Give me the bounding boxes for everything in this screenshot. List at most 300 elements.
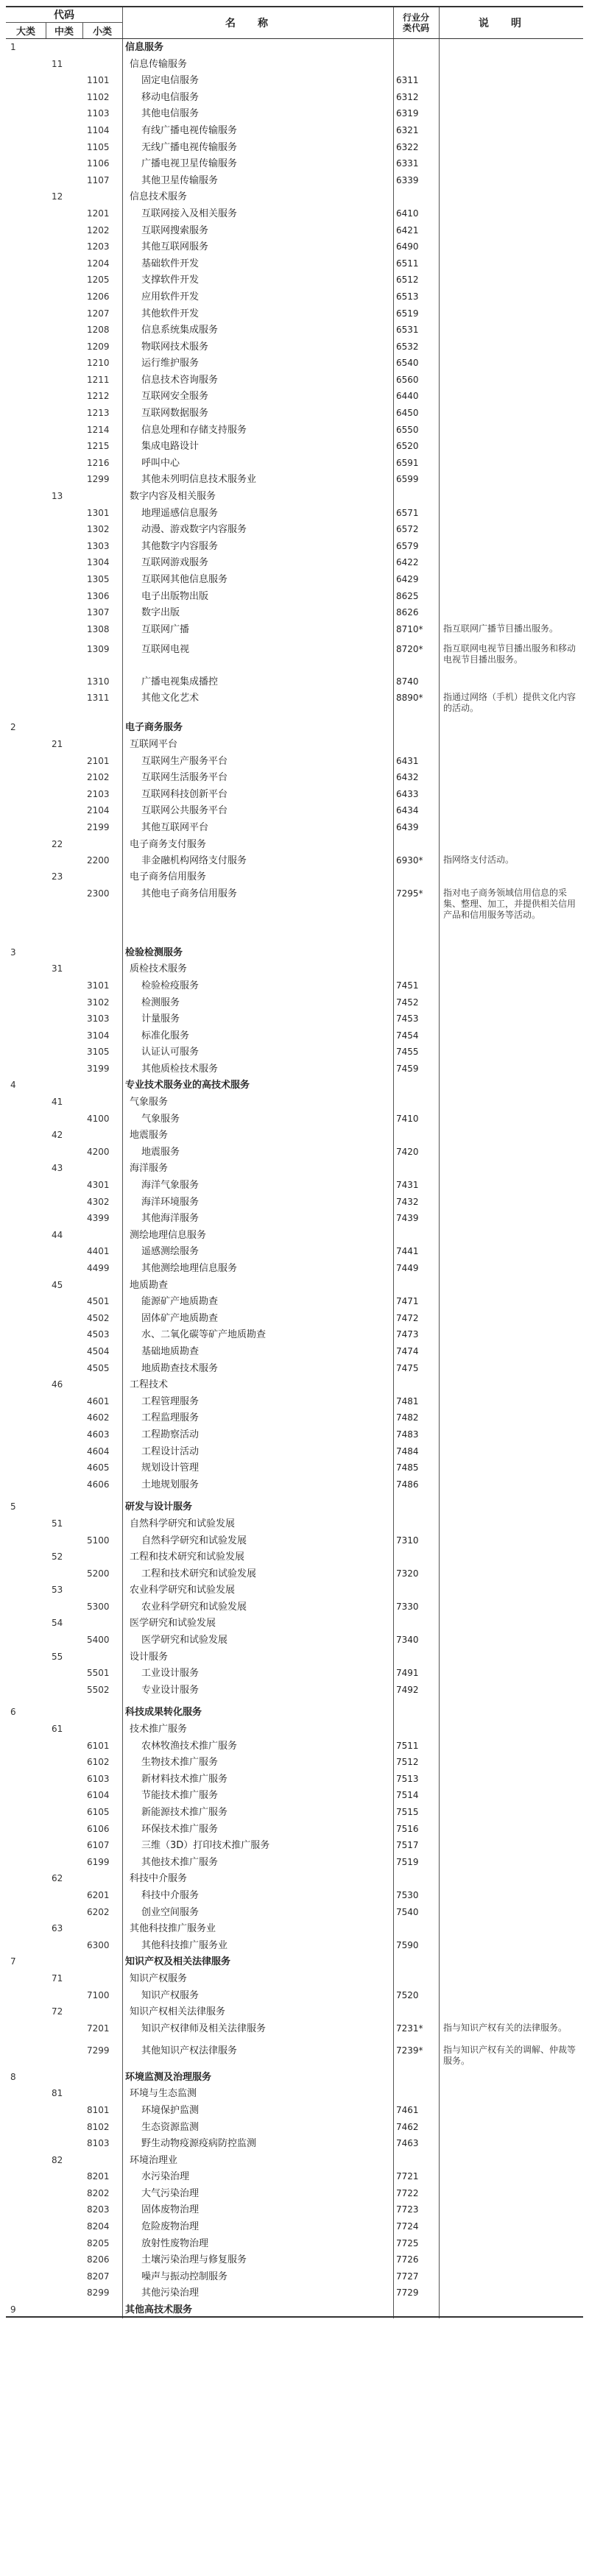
category-name: 农林牧渔技术推广服务 [141, 1740, 238, 1752]
table-row [6, 1721, 583, 1738]
small-category-code: 7100 [87, 1989, 110, 2000]
small-category-code: 4200 [87, 1146, 110, 1157]
table-row [6, 1837, 583, 1854]
small-category-code: 2300 [87, 888, 110, 899]
industry-code: 7462 [396, 2121, 419, 2132]
industry-code: 7590 [396, 1939, 419, 1950]
small-category-code: 1207 [87, 308, 110, 319]
table-row [6, 1177, 583, 1194]
category-name: 其他电信服务 [141, 108, 200, 120]
category-name: 规划设计管理 [141, 1462, 200, 1474]
table-row [6, 977, 583, 994]
table-row [6, 1360, 583, 1377]
small-category-code: 1102 [87, 91, 110, 102]
table-row [6, 1665, 583, 1682]
table-row [6, 1476, 583, 1493]
industry-code: 6579 [396, 540, 419, 551]
table-row [6, 1515, 583, 1532]
mid-category-code: 45 [52, 1279, 63, 1290]
small-category-code: 4605 [87, 1462, 110, 1473]
category-name: 互联网接入及相关服务 [141, 208, 238, 219]
category-name: 海洋服务 [130, 1163, 169, 1175]
category-name: 互联网科技创新平台 [141, 788, 228, 800]
category-name: 其他污染治理 [141, 2287, 200, 2299]
industry-code: 7455 [396, 1047, 419, 1058]
category-name: 无线广播电视传输服务 [141, 141, 238, 153]
small-category-code: 7299 [87, 2045, 110, 2056]
industry-code: 8626 [396, 607, 419, 618]
table-row [6, 1393, 583, 1410]
header-small-category: 小类 [92, 26, 112, 38]
category-name: 医学研究和试验发展 [141, 1635, 228, 1646]
table-row [6, 438, 583, 455]
industry-code: 7471 [396, 1296, 419, 1307]
table-row [6, 1615, 583, 1632]
industry-code: 7482 [396, 1412, 419, 1423]
table-row [6, 1582, 583, 1599]
small-category-code: 8204 [87, 2221, 110, 2232]
category-name: 电子商务支付服务 [130, 838, 207, 850]
big-category-code: 2 [10, 722, 16, 733]
table-row [6, 960, 583, 977]
category-name: 广播电视卫星传输服务 [141, 158, 238, 170]
industry-code: 6540 [396, 358, 419, 369]
category-name: 呼叫中心 [141, 457, 180, 469]
small-category-code: 4604 [87, 1446, 110, 1457]
industry-code: 7721 [396, 2171, 419, 2182]
big-category-code: 5 [10, 1501, 16, 1512]
table-row [6, 405, 583, 422]
industry-code: 7519 [396, 1856, 419, 1867]
table-body [6, 39, 583, 2318]
table-row [6, 388, 583, 405]
small-category-code: 1206 [87, 291, 110, 302]
table-row [6, 2301, 583, 2318]
small-category-code: 4601 [87, 1395, 110, 1406]
industry-code: 6450 [396, 408, 419, 419]
small-category-code: 1304 [87, 557, 110, 568]
small-category-code: 1307 [87, 607, 110, 618]
table-row [6, 1094, 583, 1111]
table-row [6, 455, 583, 472]
industry-code: 7473 [396, 1329, 419, 1340]
small-category-code: 2102 [87, 772, 110, 783]
category-name: 工程和技术研究和试验发展 [141, 1568, 257, 1579]
mid-category-code: 52 [52, 1551, 63, 1563]
table-row [6, 1027, 583, 1044]
category-name: 科技成果转化服务 [125, 1707, 202, 1719]
small-category-code: 1107 [87, 174, 110, 185]
small-category-code: 2103 [87, 788, 110, 799]
category-name: 其他技术推广服务 [141, 1856, 219, 1868]
small-category-code: 1308 [87, 623, 110, 634]
industry-code: 6519 [396, 308, 419, 319]
table-row [6, 1077, 583, 1094]
mid-category-code: 72 [52, 2006, 63, 2017]
category-name: 互联网数据服务 [141, 408, 209, 420]
category-name: 工程和技术研究和试验发展 [130, 1551, 245, 1563]
table-row [6, 736, 583, 753]
small-category-code: 5400 [87, 1635, 110, 1646]
small-category-code: 5300 [87, 1601, 110, 1612]
table-row [6, 604, 583, 621]
small-category-code: 3104 [87, 1030, 110, 1041]
category-name: 噪声与振动控制服务 [141, 2271, 228, 2282]
table-row [6, 2168, 583, 2185]
table-row [6, 1127, 583, 1144]
category-name: 水污染治理 [141, 2171, 190, 2183]
category-name: 知识产权服务 [130, 1972, 188, 1984]
industry-code: 7340 [396, 1635, 419, 1646]
table-row [6, 1111, 583, 1128]
industry-code: 7514 [396, 1790, 419, 1801]
category-name: 互联网电视 [141, 643, 190, 655]
header-code: 代码 [6, 7, 122, 23]
category-name: 其他数字内容服务 [141, 540, 219, 552]
category-name: 互联网生活服务平台 [141, 772, 228, 784]
table-row [6, 2003, 583, 2020]
table-row [6, 1493, 583, 1515]
category-name: 海洋气象服务 [141, 1180, 200, 1192]
category-name: 固定电信服务 [141, 75, 200, 87]
small-category-code: 1310 [87, 676, 110, 687]
small-category-code: 8102 [87, 2121, 110, 2132]
table-header [6, 6, 583, 39]
header-note-text: 说明 [479, 18, 543, 29]
category-name: 互联网平台 [130, 738, 178, 750]
table-row [6, 122, 583, 139]
small-category-code: 4603 [87, 1429, 110, 1440]
table-row [6, 2268, 583, 2285]
category-name: 互联网游戏服务 [141, 557, 209, 569]
table-row [6, 1787, 583, 1804]
table-row [6, 1326, 583, 1343]
category-name: 物联网技术服务 [141, 341, 209, 353]
category-name: 环境治理业 [130, 2154, 178, 2166]
small-category-code: 6102 [87, 1757, 110, 1768]
table-row [6, 2152, 583, 2169]
mid-category-code: 13 [52, 491, 63, 502]
mid-category-code: 71 [52, 1972, 63, 1984]
table-row [6, 488, 583, 505]
table-row [6, 56, 583, 73]
industry-code: 7463 [396, 2138, 419, 2149]
category-name: 互联网其他信息服务 [141, 574, 228, 585]
category-name: 环境与生态监测 [130, 2088, 197, 2100]
table-row [6, 1459, 583, 1476]
small-category-code: 1202 [87, 224, 110, 236]
small-category-code: 5200 [87, 1568, 110, 1579]
category-name: 认证认可服务 [141, 1047, 200, 1058]
category-name: 数字内容及相关服务 [130, 491, 216, 503]
industry-code: 7431 [396, 1180, 419, 1191]
industry-code: 7474 [396, 1345, 419, 1356]
category-name: 水、二氧化碳等矿产地质勘查 [141, 1329, 267, 1341]
small-category-code: 1208 [87, 325, 110, 336]
small-category-code: 1104 [87, 124, 110, 135]
industry-code: 8710* [396, 623, 423, 634]
category-name: 危险废物治理 [141, 2221, 200, 2233]
category-name: 地震服务 [141, 1146, 180, 1158]
industry-code: 6571 [396, 507, 419, 518]
table-row [6, 155, 583, 172]
table-row [6, 1260, 583, 1277]
category-name: 遥感测绘服务 [141, 1246, 200, 1258]
mid-category-code: 55 [52, 1651, 63, 1662]
category-name: 气象服务 [141, 1113, 180, 1125]
table-row [6, 188, 583, 205]
industry-code: 7481 [396, 1395, 419, 1406]
category-name: 地理遥感信息服务 [141, 507, 219, 519]
industry-code: 7530 [396, 1889, 419, 1900]
table-row [6, 305, 583, 322]
header-name-text: 名称 [225, 18, 290, 29]
category-name: 信息处理和存储支持服务 [141, 424, 247, 436]
table-row [6, 1044, 583, 1061]
small-category-code: 1213 [87, 408, 110, 419]
small-category-code: 6106 [87, 1823, 110, 1834]
industry-code: 6422 [396, 557, 419, 568]
category-name: 节能技术推广服务 [141, 1790, 219, 1802]
category-name: 有线广播电视传输服务 [141, 124, 238, 136]
category-note: 指与知识产权有关的调解、仲裁等服务。 [443, 2044, 576, 2066]
category-name: 土地规划服务 [141, 1479, 200, 1490]
category-name: 技术推广服务 [130, 1724, 188, 1735]
category-name: 大气污染治理 [141, 2187, 200, 2199]
mid-category-code: 11 [52, 58, 63, 69]
table-row [6, 885, 583, 937]
table-row [6, 1987, 583, 2004]
table-row [6, 339, 583, 355]
category-name: 信息传输服务 [130, 58, 188, 70]
table-row [6, 1532, 583, 1549]
industry-code: 6431 [396, 755, 419, 766]
small-category-code: 3102 [87, 997, 110, 1008]
category-name: 电子出版物出版 [141, 590, 209, 602]
category-note: 指网络支付活动。 [443, 854, 515, 866]
small-category-code: 4399 [87, 1213, 110, 1224]
industry-code: 7459 [396, 1063, 419, 1074]
small-category-code: 7201 [87, 2023, 110, 2034]
category-name: 环境监测及治理服务 [125, 2071, 212, 2083]
small-category-code: 8299 [87, 2287, 110, 2299]
mid-category-code: 51 [52, 1518, 63, 1529]
industry-code: 7513 [396, 1773, 419, 1784]
category-name: 广播电视集成播控 [141, 676, 219, 687]
category-name: 医学研究和试验发展 [130, 1618, 216, 1630]
industry-code: 7475 [396, 1362, 419, 1373]
industry-code: 7483 [396, 1429, 419, 1440]
table-row [6, 1904, 583, 1921]
category-name: 工业设计服务 [141, 1668, 200, 1680]
small-category-code: 1311 [87, 693, 110, 704]
category-name: 专业设计服务 [141, 1684, 200, 1696]
small-category-code: 4499 [87, 1263, 110, 1273]
small-category-code: 1306 [87, 590, 110, 601]
small-category-code: 8206 [87, 2254, 110, 2265]
industry-code: 7295* [396, 888, 423, 899]
industry-code: 6439 [396, 821, 419, 832]
category-name: 测绘地理信息服务 [130, 1229, 207, 1241]
small-category-code: 2101 [87, 755, 110, 766]
table-row [6, 1011, 583, 1027]
category-name: 设计服务 [130, 1651, 169, 1663]
table-row [6, 322, 583, 339]
header-industry-text: 行业分类代码 [402, 13, 429, 33]
category-name: 自然科学研究和试验发展 [141, 1535, 247, 1546]
category-note: 指互联网广播节目播出服务。 [443, 623, 559, 634]
table-row [6, 1549, 583, 1565]
table-row [6, 769, 583, 786]
category-name: 互联网搜索服务 [141, 224, 209, 236]
small-category-code: 1299 [87, 474, 110, 485]
table-row [6, 1821, 583, 1838]
table-row [6, 621, 583, 641]
industry-code: 7520 [396, 1989, 419, 2000]
table-row [6, 289, 583, 305]
table-row [6, 255, 583, 272]
table-row [6, 786, 583, 803]
category-name: 生态资源监测 [141, 2121, 200, 2133]
category-name: 环保技术推广服务 [141, 1823, 219, 1835]
industry-code: 6433 [396, 788, 419, 799]
table-row [6, 1738, 583, 1755]
industry-code: 7722 [396, 2187, 419, 2198]
mid-category-code: 81 [52, 2088, 63, 2099]
table-row [6, 1887, 583, 1904]
table-row [6, 422, 583, 439]
small-category-code: 1105 [87, 141, 110, 152]
table-row [6, 538, 583, 555]
big-category-code: 9 [10, 2304, 16, 2315]
table-row [6, 1409, 583, 1426]
category-name: 知识产权服务 [141, 1989, 200, 2001]
table-row [6, 588, 583, 605]
industry-code: 8625 [396, 590, 419, 601]
table-row [6, 819, 583, 836]
small-category-code: 4505 [87, 1362, 110, 1373]
table-row [6, 712, 583, 736]
small-category-code: 4602 [87, 1412, 110, 1423]
category-name: 其他高技术服务 [125, 2304, 193, 2316]
table-row [6, 937, 583, 961]
industry-code: 7515 [396, 1807, 419, 1817]
category-name: 其他互联网平台 [141, 821, 209, 833]
category-name: 信息服务 [125, 42, 164, 53]
industry-code: 6339 [396, 174, 419, 185]
table-row [6, 105, 583, 122]
table-row [6, 2218, 583, 2235]
table-row [6, 89, 583, 106]
industry-code: 6440 [396, 391, 419, 402]
small-category-code: 1301 [87, 507, 110, 518]
table-row [6, 802, 583, 819]
industry-code: 8720* [396, 643, 423, 654]
mid-category-code: 63 [52, 1923, 63, 1934]
category-name: 农业科学研究和试验发展 [141, 1601, 247, 1613]
small-category-code: 1302 [87, 524, 110, 535]
category-name: 科技中介服务 [130, 1873, 188, 1885]
table-row [6, 222, 583, 239]
small-category-code: 6103 [87, 1773, 110, 1784]
small-category-code: 6104 [87, 1790, 110, 1801]
industry-code: 6312 [396, 91, 419, 102]
table-row [6, 2102, 583, 2119]
table-row [6, 172, 583, 189]
industry-code: 7729 [396, 2287, 419, 2299]
small-category-code: 2199 [87, 821, 110, 832]
category-name: 知识产权相关法律服务 [130, 2006, 226, 2018]
table-row [6, 1920, 583, 1937]
small-category-code: 1211 [87, 374, 110, 385]
table-row [6, 139, 583, 156]
category-name: 固体废物治理 [141, 2204, 200, 2216]
table-row [6, 1754, 583, 1771]
category-name: 固体矿产地质勘查 [141, 1312, 219, 1324]
category-name: 其他知识产权法律服务 [141, 2045, 238, 2056]
industry-code: 6321 [396, 124, 419, 135]
industry-code: 7540 [396, 1906, 419, 1917]
small-category-code: 2200 [87, 855, 110, 866]
table-row [6, 1698, 583, 1721]
header-name [122, 7, 393, 38]
table-row [6, 1194, 583, 1211]
industry-code: 7454 [396, 1030, 419, 1041]
category-name: 信息技术服务 [130, 191, 188, 203]
industry-code: 7484 [396, 1446, 419, 1457]
mid-category-code: 53 [52, 1585, 63, 1596]
industry-code: 7491 [396, 1668, 419, 1679]
table-row [6, 1599, 583, 1616]
small-category-code: 2104 [87, 805, 110, 816]
table-row [6, 1210, 583, 1227]
category-name: 农业科学研究和试验发展 [130, 1585, 236, 1596]
industry-code: 6331 [396, 158, 419, 169]
small-category-code: 6107 [87, 1840, 110, 1851]
mid-category-code: 46 [52, 1379, 63, 1390]
small-category-code: 4302 [87, 1196, 110, 1207]
category-name: 研发与设计服务 [125, 1501, 193, 1513]
industry-code: 7727 [396, 2271, 419, 2282]
category-note: 指通过网络（手机）提供文化内容的活动。 [443, 692, 576, 714]
industry-code: 8890* [396, 693, 423, 704]
small-category-code: 3105 [87, 1047, 110, 1058]
category-name: 工程设计活动 [141, 1446, 200, 1457]
industry-code: 6432 [396, 772, 419, 783]
table-row [6, 1061, 583, 1078]
category-name: 检验检疫服务 [141, 980, 200, 991]
industry-code: 6930* [396, 855, 423, 866]
category-name: 土壤污染治理与修复服务 [141, 2254, 247, 2266]
industry-code: 7310 [396, 1535, 419, 1546]
table-row [6, 1937, 583, 1954]
industry-code: 6591 [396, 457, 419, 468]
table-row [6, 2020, 583, 2042]
industry-code: 6429 [396, 574, 419, 584]
category-name: 移动电信服务 [141, 91, 200, 103]
small-category-code: 1209 [87, 341, 110, 352]
small-category-code: 6101 [87, 1740, 110, 1751]
mid-category-code: 21 [52, 738, 63, 749]
industry-code: 6319 [396, 108, 419, 119]
category-name: 计量服务 [141, 1013, 180, 1025]
table-row [6, 2119, 583, 2136]
industry-code: 7485 [396, 1462, 419, 1473]
header-note [439, 7, 583, 38]
table-row [6, 272, 583, 289]
big-category-code: 8 [10, 2071, 16, 2082]
table-row [6, 1144, 583, 1161]
